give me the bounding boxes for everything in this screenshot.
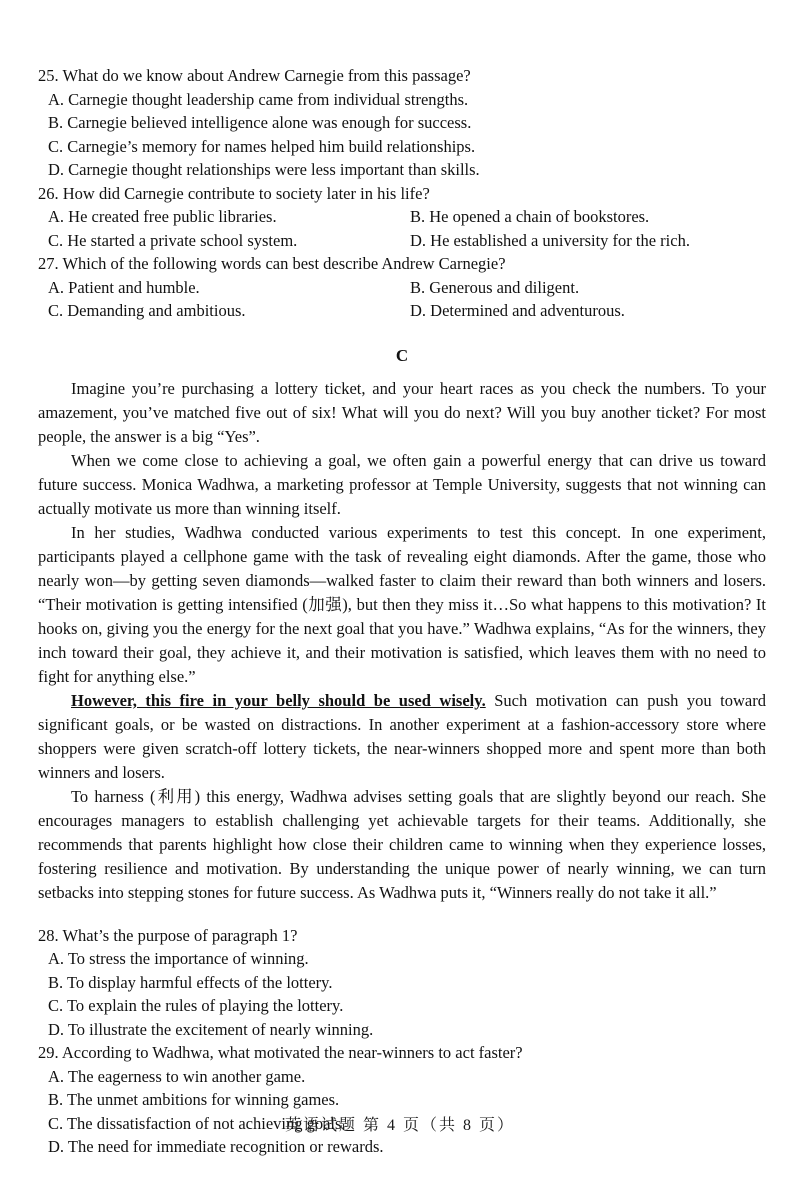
question-25-stem — [38, 64, 766, 88]
option-28-a: A. To stress the importance of winning. — [48, 949, 309, 968]
option-27-c: C. Demanding and ambitious. — [48, 301, 246, 320]
option-28-b: B. To display harmful effects of the lottery. — [48, 972, 333, 992]
section-c-label: C — [395, 345, 409, 365]
option-29-b: B. The unmet ambitions for winning games. — [48, 1090, 340, 1109]
passage-paragraph-1: Imagine you’re purchasing a lottery ticket, and your heart races as you check the numbers. To your amazement, you’ve matched five out of six! What will you do next? Will you buy another ticket? For most people, the answer is a big “Yes”. — [38, 378, 766, 446]
question-28 — [38, 924, 766, 1042]
option-25-c: C. Carnegie’s memory for names helped him build relationships. — [48, 136, 476, 156]
passage-paragraph-2: When we come close to achieving a goal, we often gain a powerful energy that can drive us toward future success. Monica Wadhwa, a marketing professor at Temple University, suggests that not winning can actually motivate us more than winning itself. — [38, 450, 766, 518]
question-28-number: 28. — [38, 925, 59, 945]
option-26-c: C. He started a private school system. — [48, 230, 298, 250]
question-26-number: 26. — [38, 183, 59, 203]
question-28-stem-text: What’s the purpose of paragraph 1? — [62, 925, 298, 945]
option-25-a: A. Carnegie thought leadership came from individual strengths. — [48, 89, 469, 109]
question-29 — [38, 1041, 766, 1159]
option-29-a: A. The eagerness to win another game. — [48, 1066, 306, 1086]
question-28-stem — [38, 924, 766, 948]
passage-paragraph-4-rest: Such motivation can push you toward significant goals, or be wasted on distractions. In another experiment at a fashion-accessory store where shoppers were given scratch-off lottery tickets, the near-winners shopped more and spent more than both winners and losers. — [38, 690, 766, 782]
option-row — [38, 276, 766, 300]
option-27-b: B. Generous and diligent. — [410, 277, 580, 297]
option-27-d: D. Determined and adventurous. — [410, 301, 625, 320]
question-25-number: 25. — [38, 66, 59, 85]
option-29-c: C. The dissatisfaction of not achieving goals. — [48, 1113, 346, 1133]
option-26-d: D. He established a university for the rich. — [410, 230, 690, 250]
question-29-stem-text: According to Wadhwa, what motivated the near-winners to act faster? — [61, 1043, 523, 1062]
question-25-stem-text: What do we know about Andrew Carnegie from this passage? — [62, 66, 471, 85]
question-27 — [38, 252, 766, 323]
page-footer: 英语试题 第 4 页（共 8 页） — [284, 1117, 515, 1134]
question-27-number: 27. — [38, 254, 59, 273]
option-28-c: C. To explain the rules of playing the lottery. — [48, 996, 344, 1015]
question-29-number: 29. — [38, 1043, 59, 1062]
option-row — [38, 299, 766, 323]
option-27-a: A. Patient and humble. — [48, 277, 200, 297]
question-27-stem-text: Which of the following words can best describe Andrew Carnegie? — [62, 254, 506, 273]
question-27-stem — [38, 252, 766, 276]
option-29-d: D. The need for immediate recognition or rewards. — [48, 1137, 384, 1156]
passage-paragraph-5: To harness (利用) this energy, Wadhwa advises setting goals that are slightly beyond our reach. She encourages managers to establish challenging yet achievable targets for their teams. Additionally, she recommends that parents highlight how close their children came to winning when they experience losses, fostering resilience and motivation. By understanding the unique power of nearly winning, we can turn setbacks into stepping stones for future success. As Wadhwa puts it, “Winners really do not take it all.” — [38, 786, 766, 902]
option-28-d: D. To illustrate the excitement of nearly winning. — [48, 1019, 374, 1039]
passage-paragraph-4 — [38, 689, 766, 785]
question-26-stem — [38, 182, 766, 206]
option-row — [38, 205, 766, 229]
question-25 — [38, 64, 766, 182]
underlined-thesis: However, this fire in your belly should be used wisely. — [71, 690, 486, 710]
question-26 — [38, 182, 766, 253]
question-29-stem — [38, 1041, 766, 1065]
option-row — [38, 229, 766, 253]
option-25-b: B. Carnegie believed intelligence alone was enough for success. — [48, 113, 472, 132]
option-25-d: D. Carnegie thought relationships were less important than skills. — [48, 160, 480, 179]
passage-paragraph-3: In her studies, Wadhwa conducted various experiments to test this concept. In one experiment, participants played a cellphone game with the task of revealing eight diamonds. After the game, those who nearly won—by getting seven diamonds—walked faster to claim their reward than both winners and losers. “Their motivation is getting intensified (加强), but then they miss it…So what happens to this motivation? It hooks on, giving you the energy for the next goal that you have.” Wadhwa explains, “As for the winners, they inch toward their goal, they achieve it, and their motivation is satisfied, which leaves them with no need to fight for anything else.” — [38, 522, 766, 686]
option-26-a: A. He created free public libraries. — [48, 207, 277, 226]
option-26-b: B. He opened a chain of bookstores. — [410, 207, 650, 226]
question-26-stem-text: How did Carnegie contribute to society later in his life? — [62, 183, 430, 203]
